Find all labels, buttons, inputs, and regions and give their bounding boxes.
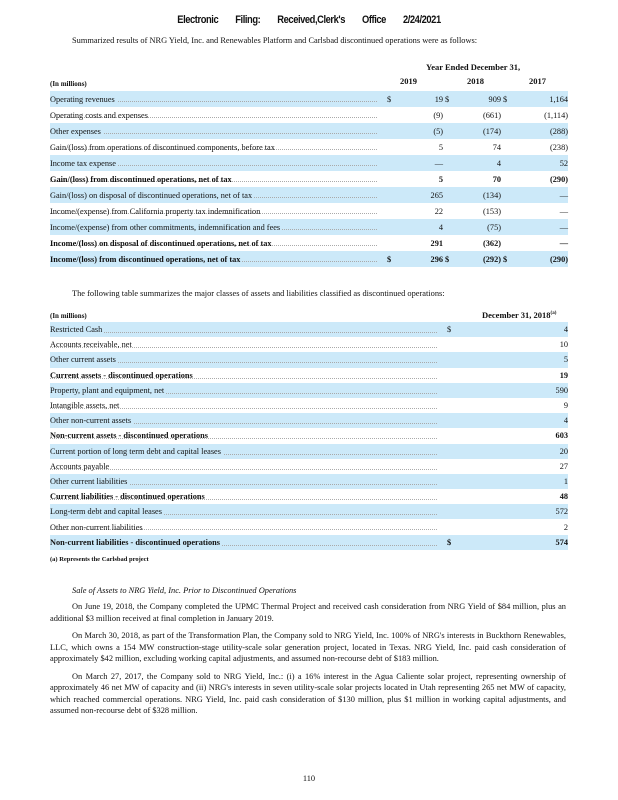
- row-label: [50, 155, 385, 171]
- value-2019: 265: [405, 187, 443, 203]
- period-header: Year Ended December 31,: [426, 62, 521, 72]
- row-label: [50, 187, 385, 203]
- table-row: [50, 322, 568, 337]
- currency-symbol: [501, 203, 515, 219]
- section-heading: Sale of Assets to NRG Yield, Inc. Prior to Discontinued Operations: [72, 586, 297, 595]
- value-2018: (292): [457, 251, 501, 267]
- value-2017: 52: [515, 155, 568, 171]
- row-label: [50, 444, 445, 459]
- stamp-date: 2/24/2021: [402, 14, 441, 26]
- currency-symbol: [501, 139, 515, 155]
- value-2018: 590: [480, 383, 568, 398]
- row-label-text: Current portion of long term debt and capital leases: [50, 446, 221, 456]
- currency-symbol: $: [445, 535, 480, 550]
- table-row: [50, 91, 568, 107]
- row-label: [50, 383, 445, 398]
- row-label-text: Current assets - discontinued operations: [50, 370, 193, 380]
- row-label-text: Income/(loss) from discontinued operations, net of tax: [50, 254, 241, 264]
- value-2019: 5: [438, 174, 443, 184]
- currency-symbol: $: [385, 91, 405, 107]
- value-2018: (661): [483, 110, 501, 120]
- row-label-text: Other current assets: [50, 355, 116, 365]
- table-row: [50, 352, 568, 367]
- row-label-text: Accounts payable: [50, 461, 110, 471]
- value-2018: (174): [457, 123, 501, 139]
- row-label: [50, 322, 445, 337]
- row-label-text: Current liabilities - discontinued operations: [50, 492, 205, 502]
- currency-symbol: [501, 123, 515, 139]
- discontinued-results-table: [50, 91, 568, 267]
- row-label: [50, 139, 385, 155]
- row-label-text: Restricted Cash: [50, 325, 103, 335]
- row-label: [50, 251, 385, 267]
- stamp-word: Received,Clerk's: [277, 14, 345, 26]
- row-label: [50, 368, 445, 383]
- value-2018: 9: [563, 401, 568, 411]
- row-label: [50, 203, 385, 219]
- currency-symbol: [445, 444, 480, 459]
- row-label: [50, 459, 445, 474]
- row-label: [50, 489, 445, 504]
- row-label: [50, 474, 445, 489]
- row-label: [50, 535, 445, 550]
- currency-symbol: [385, 139, 405, 155]
- footnote: (a) Represents the Carlsbad project: [50, 556, 149, 563]
- value-2017: (290): [515, 251, 568, 267]
- table-row: [50, 235, 568, 251]
- currency-symbol: [385, 187, 405, 203]
- value-2019: 19: [405, 91, 443, 107]
- currency-symbol: [445, 337, 480, 352]
- table-row: [50, 203, 568, 219]
- value-2018: (75): [457, 219, 501, 235]
- table-row: [50, 251, 568, 267]
- currency-symbol: [445, 474, 480, 489]
- currency-symbol: [443, 203, 457, 219]
- currency-symbol: [443, 171, 457, 187]
- row-label-text: Income/(expense) from California property tax indemnification: [50, 206, 261, 216]
- row-label: [50, 337, 445, 352]
- value-2018: 5: [480, 352, 568, 367]
- row-label-text: Income/(expense) from other commitments, indemnification and fees: [50, 222, 281, 232]
- table-row: [50, 155, 568, 171]
- row-label-text: Other non-current liabilities: [50, 522, 143, 532]
- value-2018: 4: [457, 155, 501, 171]
- currency-symbol: [443, 235, 457, 251]
- value-2019: 296: [405, 251, 443, 267]
- table-row: [50, 489, 568, 504]
- row-label-text: Gain/(loss) from discontinued operations, net of tax: [50, 174, 232, 184]
- currency-symbol: $: [443, 251, 457, 267]
- value-2018: (153): [483, 206, 501, 216]
- row-label-text: Other expenses: [50, 126, 101, 136]
- currency-symbol: $: [385, 251, 405, 267]
- row-label: [50, 428, 445, 443]
- table-row: [50, 459, 568, 474]
- table-row: [50, 337, 568, 352]
- row-label: [50, 107, 385, 123]
- paragraph: On June 19, 2018, the Company completed the UPMC Thermal Project and received cash consideration from NRG Yield of $84 million, plus an additional $3 million received at final completion in January 2019.: [50, 602, 566, 623]
- value-2017: —: [515, 219, 568, 235]
- row-label: [50, 171, 385, 187]
- table-row: [50, 107, 568, 123]
- currency-symbol: [501, 187, 515, 203]
- value-2018: (134): [457, 187, 501, 203]
- currency-symbol: $: [501, 251, 515, 267]
- row-label-text: Operating costs and expenses: [50, 110, 148, 120]
- value-2019: —: [405, 155, 443, 171]
- stamp-word: Filing:: [235, 14, 261, 26]
- value-2018: 4: [480, 413, 568, 428]
- currency-symbol: [445, 383, 480, 398]
- currency-symbol: [385, 107, 405, 123]
- assets-intro-text: The following table summarizes the major classes of assets and liabilities classified as discontinued operations:: [72, 289, 445, 298]
- table-row: [50, 123, 568, 139]
- row-label-text: Property, plant and equipment, net: [50, 385, 165, 395]
- value-2019: 22: [434, 206, 443, 216]
- currency-symbol: $: [501, 91, 515, 107]
- paragraph: On March 27, 2017, the Company sold to NRG Yield, Inc.: (i) a 16% interest in the Agua Caliente solar project, representing ownership of approximately 46 net MW of capacity and (ii) NRG's interests in seven utility-scale solar projects located in Utah representing 265 net MW of capacity, which reached commercial operations. NRG Yield, Inc. paid cash consideration of $130 million, plus $1 million in working capital adjustments, and assumed non-recourse debt of $328 million.: [50, 671, 566, 715]
- row-label-text: Income/(loss) on disposal of discontinued operations, net of tax: [50, 238, 272, 248]
- units-label: (In millions): [50, 312, 87, 320]
- value-2017: —: [559, 206, 568, 216]
- currency-symbol: [445, 459, 480, 474]
- row-label-text: Other current liabilities: [50, 476, 128, 486]
- value-2017: —: [559, 238, 568, 248]
- table-row: [50, 428, 568, 443]
- currency-symbol: [445, 398, 480, 413]
- value-2019: 4: [405, 219, 443, 235]
- intro-text: Summarized results of NRG Yield, Inc. and Renewables Platform and Carlsbad discontinued operations were as follows:: [72, 36, 478, 45]
- currency-symbol: [445, 368, 480, 383]
- currency-symbol: [443, 155, 457, 171]
- currency-symbol: [385, 235, 405, 251]
- page-number: 110: [302, 774, 316, 783]
- filing-stamp: [46, 14, 571, 26]
- row-label: [50, 352, 445, 367]
- currency-symbol: [501, 235, 515, 251]
- value-2018: 74: [492, 142, 501, 152]
- currency-symbol: [445, 352, 480, 367]
- row-label: [50, 235, 385, 251]
- value-2018: 70: [492, 174, 501, 184]
- stamp-word: Office: [361, 14, 386, 26]
- currency-symbol: [445, 504, 480, 519]
- row-label-text: Operating revenues: [50, 94, 115, 104]
- value-2018: 574: [480, 535, 568, 550]
- value-2018: 20: [480, 444, 568, 459]
- value-2018: 603: [555, 431, 568, 441]
- currency-symbol: [385, 123, 405, 139]
- row-label: [50, 413, 445, 428]
- table-row: [50, 535, 568, 550]
- assets-liabilities-table: [50, 322, 568, 550]
- value-2018: 10: [559, 340, 568, 350]
- value-2017: (288): [515, 123, 568, 139]
- currency-symbol: $: [445, 322, 480, 337]
- value-2019: (9): [433, 110, 443, 120]
- row-label: [50, 123, 385, 139]
- table-row: [50, 504, 568, 519]
- currency-symbol: [445, 519, 480, 534]
- currency-symbol: [443, 107, 457, 123]
- row-label: [50, 519, 445, 534]
- table-row: [50, 187, 568, 203]
- paragraph: On March 30, 2018, as part of the Transformation Plan, the Company sold to NRG Yield, Inc. 100% of NRG's interests in Buckthorn Renewables, LLC, which owns a 154 MW construction-stage utility-scale solar generation project, located in Texas. NRG Yield, Inc. paid cash consideration of approximately $42 million, excluding working capital adjustments, and assumed non-recourse debt of $183 million.: [50, 631, 566, 663]
- row-label: [50, 398, 445, 413]
- units-label: (In millions): [50, 80, 87, 88]
- value-2019: 5: [438, 142, 443, 152]
- currency-symbol: [443, 123, 457, 139]
- table-row: [50, 519, 568, 534]
- date-header: [482, 310, 556, 320]
- currency-symbol: $: [443, 91, 457, 107]
- currency-symbol: [385, 203, 405, 219]
- value-2018: 1: [480, 474, 568, 489]
- stamp-word: Electronic: [177, 14, 219, 26]
- currency-symbol: [385, 219, 405, 235]
- footnote-marker: (a): [550, 311, 557, 317]
- row-label-text: Accounts receivable, net: [50, 340, 132, 350]
- row-label: [50, 504, 445, 519]
- row-label-text: Gain/(loss) from operations of discontinued components, before tax: [50, 142, 275, 152]
- table-row: [50, 171, 568, 187]
- value-2019: (5): [405, 123, 443, 139]
- row-label-text: Gain/(loss) on disposal of discontinued operations, net of tax: [50, 190, 253, 200]
- table-row: [50, 444, 568, 459]
- year-header: 2017: [529, 76, 546, 86]
- currency-symbol: [445, 428, 480, 443]
- row-label-text: Long-term debt and capital leases: [50, 507, 162, 517]
- year-header: 2018: [467, 76, 484, 86]
- value-2017: (290): [550, 174, 568, 184]
- value-2017: 1,164: [515, 91, 568, 107]
- row-label: [50, 91, 385, 107]
- row-label-text: Other non-current assets: [50, 416, 132, 426]
- table-row: [50, 474, 568, 489]
- currency-symbol: [501, 107, 515, 123]
- value-2018: 572: [480, 504, 568, 519]
- table-row: [50, 219, 568, 235]
- value-2018: 48: [559, 492, 568, 502]
- table-row: [50, 139, 568, 155]
- row-label: [50, 219, 385, 235]
- value-2018: 19: [559, 370, 568, 380]
- value-2019: 291: [430, 238, 443, 248]
- currency-symbol: [443, 187, 457, 203]
- value-2017: (238): [550, 142, 568, 152]
- row-label-text: Non-current liabilities - discontinued operations: [50, 537, 220, 547]
- currency-symbol: [385, 155, 405, 171]
- year-header: 2019: [400, 76, 417, 86]
- table-row: [50, 413, 568, 428]
- row-label-text: Intangible assets, net: [50, 401, 120, 411]
- value-2017: —: [515, 187, 568, 203]
- currency-symbol: [445, 489, 480, 504]
- value-2017: (1,114): [544, 110, 568, 120]
- table-row: [50, 398, 568, 413]
- date-header-text: December 31, 2018: [482, 310, 551, 320]
- value-2018: 4: [480, 322, 568, 337]
- row-label-text: Non-current assets - discontinued operations: [50, 431, 208, 441]
- table-row: [50, 383, 568, 398]
- currency-symbol: [445, 413, 480, 428]
- value-2018: 27: [559, 461, 568, 471]
- value-2018: (362): [483, 238, 501, 248]
- currency-symbol: [443, 219, 457, 235]
- row-label-text: Income tax expense: [50, 158, 116, 168]
- currency-symbol: [501, 219, 515, 235]
- table-row: [50, 368, 568, 383]
- currency-symbol: [501, 171, 515, 187]
- value-2018: 2: [563, 522, 568, 532]
- value-2018: 909: [457, 91, 501, 107]
- currency-symbol: [443, 139, 457, 155]
- currency-symbol: [501, 155, 515, 171]
- currency-symbol: [385, 171, 405, 187]
